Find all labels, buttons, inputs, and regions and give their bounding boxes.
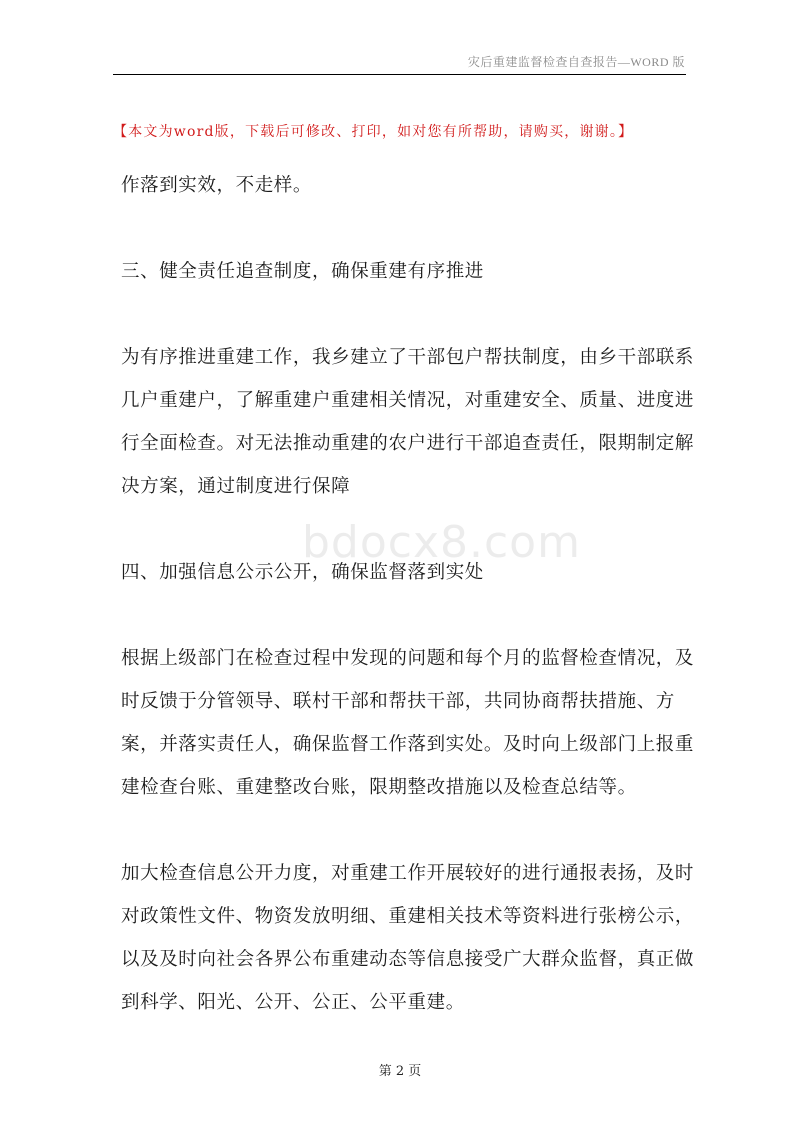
header-title: 灾后重建监督检查自查报告—WORD 版: [467, 55, 685, 69]
header-rule: [113, 74, 686, 75]
paragraph-disclosure: 加大检查信息公开力度，对重建工作开展较好的进行通报表扬，及时对政策性文件、物资发放明细、重建相关技术等资料进行张榜公示，以及及时向社会各界公布重建动态等信息接受广大群众监督，真正做到科学、阳光、公开、公正、公平重建。: [121, 863, 695, 1013]
section-heading-four: 四、加强信息公示公开，确保监督落到实处: [121, 562, 484, 583]
paragraph-continuation: 作落到实效，不走样。: [121, 175, 313, 196]
section-heading-three: 三、健全责任追查制度，确保重建有序推进: [121, 261, 484, 282]
page-number: 第 2 页: [378, 1064, 422, 1079]
paragraph-feedback: 根据上级部门在检查过程中发现的问题和每个月的监督检查情况，及时反馈于分管领导、联村干部和帮扶干部，共同协商帮扶措施、方案，并落实责任人，确保监督工作落到实处。及时向上级部门上报重建检查台账、重建整改台账，限期整改措施以及检查总结等。: [121, 648, 695, 798]
document-body: [121, 164, 696, 1024]
watermark-text: bdocx8.com: [302, 517, 581, 568]
paragraph-responsibility: 为有序推进重建工作，我乡建立了干部包户帮扶制度，由乡干部联系几户重建户，了解重建户重建相关情况，对重建安全、质量、进度进行全面检查。对无法推动重建的农户进行干部追查责任，限期制定解决方案，通过制度进行保障: [121, 347, 695, 497]
purchase-notice: 【本文为word版，下载后可修改、打印，如对您有所帮助，请购买，谢谢。】: [113, 124, 634, 140]
